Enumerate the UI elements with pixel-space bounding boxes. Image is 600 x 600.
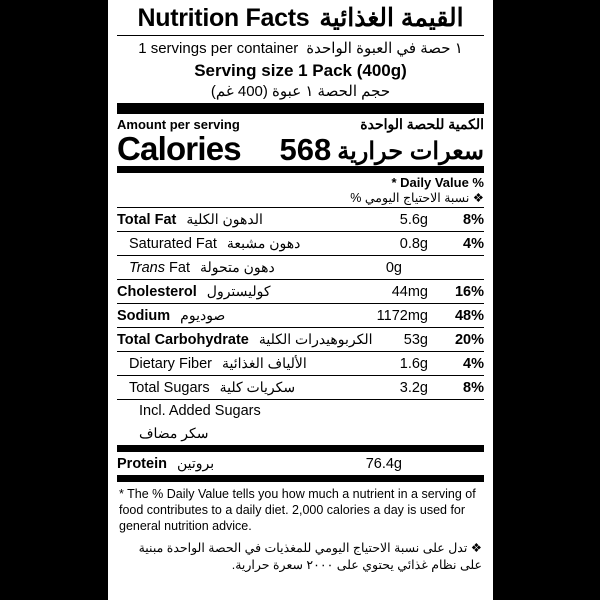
nutrient-amount: 1.6g: [399, 356, 428, 373]
nutrient-amount: 76.4g: [365, 456, 402, 473]
divider-thick-top: [117, 103, 484, 114]
nutrient-name-arabic: دهون مشبعة: [226, 235, 301, 252]
nutrient-amount: 0g: [385, 260, 402, 277]
nutrient-amount: 0.8g: [399, 236, 428, 253]
nutrition-facts-label: [108, 0, 493, 600]
nutrient-amount: 1172mg: [376, 308, 428, 325]
calories-label-arabic: سعرات حرارية: [337, 138, 484, 166]
nutrient-amount: 53g: [403, 332, 428, 349]
table-row: [117, 399, 484, 422]
nutrient-name: Incl. Added Sugars: [139, 403, 261, 420]
page-title: Nutrition Facts: [137, 4, 310, 32]
daily-value-header: * Daily Value %: [391, 175, 484, 191]
nutrient-name: Total Carbohydrate: [117, 332, 249, 349]
nutrient-amount: 3.2g: [399, 380, 428, 397]
table-row: [117, 303, 484, 327]
calories-label: Calories: [117, 130, 241, 167]
calories-row: [117, 130, 484, 167]
amount-per-serving-arabic: الكمية للحصة الواحدة: [360, 116, 484, 132]
amount-per-serving: Amount per serving: [117, 117, 240, 132]
servings-per-container-arabic: ١ حصة في العبوة الواحدة: [306, 40, 463, 57]
servings-row: [117, 36, 484, 59]
table-row: [117, 422, 484, 445]
table-row: [117, 231, 484, 255]
nutrient-name: Total Sugars: [129, 380, 210, 397]
nutrient-name-arabic: الدهون الكلية: [186, 211, 263, 228]
nutrient-name-arabic: سكريات كلية: [219, 379, 296, 396]
nutrient-daily-value: 48%: [454, 308, 484, 325]
nutrient-name-arabic: الكربوهيدرات الكلية: [258, 331, 373, 348]
nutrient-name-arabic: دهون متحولة: [199, 259, 275, 276]
table-row: [117, 351, 484, 375]
nutrient-daily-value: 16%: [454, 284, 484, 301]
nutrient-name-arabic: صوديوم: [180, 307, 226, 324]
table-row: [117, 375, 484, 399]
trans-italic: Trans: [129, 260, 165, 277]
nutrient-name: Protein: [117, 456, 167, 473]
table-row-protein: [117, 445, 484, 475]
nutrient-daily-value: 8%: [463, 212, 484, 229]
nutrient-amount: 44mg: [391, 284, 428, 301]
nutrient-name: Dietary Fiber: [129, 356, 212, 373]
table-row: [117, 279, 484, 303]
nutrient-name-arabic: بروتين: [176, 455, 215, 472]
nutrient-name-arabic: الألياف الغذائية: [222, 355, 307, 372]
servings-per-container: 1 servings per container: [138, 40, 299, 57]
nutrient-name: Cholesterol: [117, 284, 197, 301]
nutrient-name-arabic: سكر مضاف: [139, 425, 209, 442]
nutrient-name: Saturated Fat: [129, 236, 217, 253]
nutrient-name: Total Fat: [117, 212, 177, 229]
nutrient-daily-value: 4%: [463, 236, 484, 253]
table-row: [117, 327, 484, 351]
table-row: [117, 207, 484, 231]
nutrient-daily-value: 4%: [463, 356, 484, 373]
nutrient-name: Sodium: [117, 308, 171, 325]
serving-size-arabic: حجم الحصة ١ عبوة (400 غم): [210, 83, 391, 100]
serving-size: Serving size 1 Pack (400g): [194, 61, 407, 80]
label-title-row: [117, 0, 484, 31]
footnote-english: * The % Daily Value tells you how much a nutrient in a serving of food contributes to a daily diet. 2,000 calories a day is used for general nutrition advice.: [119, 487, 476, 533]
table-row: [117, 255, 484, 279]
nutrient-daily-value: 20%: [454, 332, 484, 349]
divider-under-protein: [117, 475, 484, 482]
nutrient-amount: 5.6g: [399, 212, 428, 229]
calories-value: 568: [279, 131, 332, 167]
daily-value-header-arabic: ❖ نسبة الاحتياج اليومي %: [350, 191, 484, 206]
page-title-arabic: القيمة الغذائية: [319, 4, 464, 32]
footnote-arabic: ❖ تدل على نسبة الاحتياج اليومي للمغذيات في الحصة الواحدة مبنية على نظام غذائي يحتوي على ٢٠٠٠ سعرة حرارية.: [138, 541, 482, 573]
divider-under-calories: [117, 166, 484, 173]
nutrient-name-arabic: كوليسترول: [206, 283, 271, 300]
nutrient-name: Trans Fat: [129, 260, 190, 277]
nutrient-daily-value: 8%: [463, 380, 484, 397]
